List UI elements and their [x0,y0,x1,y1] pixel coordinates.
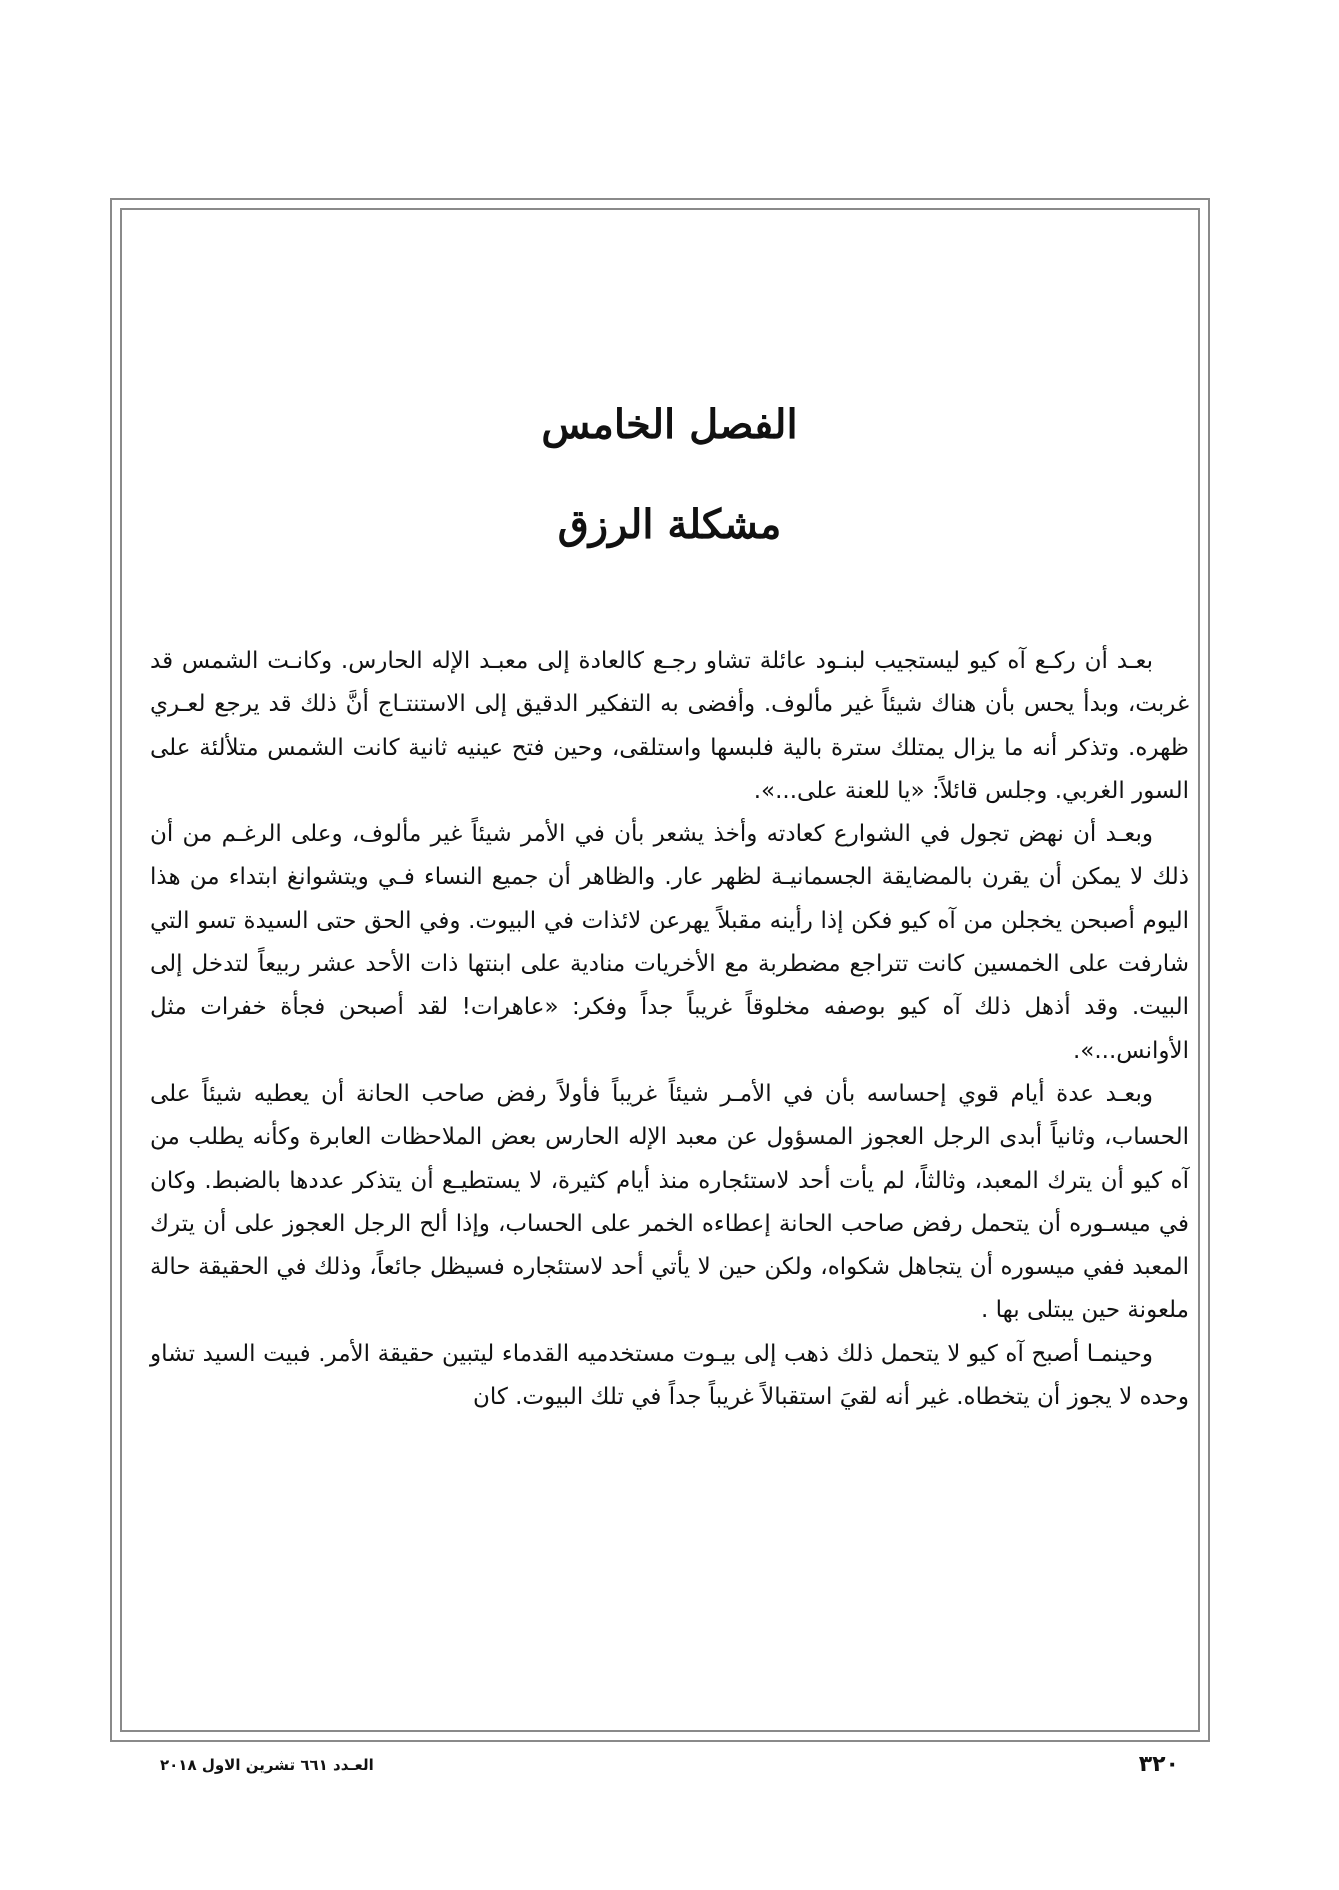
body-text [150,640,1189,1419]
chapter-title: الفصل الخامس [541,401,798,448]
page-number: ٣٢٠ [1138,1752,1179,1777]
page-footer [160,1752,1179,1782]
chapter-heading [0,395,1339,555]
paragraph: وحينمـا أصبح آه كيو لا يتحمل ذلك ذهب إلى بيـوت مستخدميه القدماء ليتبين حقيقة الأمر. فبيت السيد تشاو وحده لا يجوز أن يتخطاه. غير أنه لقيَ استقبالاً غريباً جداً في تلك البيوت. كان [150,1340,1189,1411]
paragraph: بعـد أن ركـع آه كيو ليستجيب لبنـود عائلة تشاو رجـع كالعادة إلى معبـد الإله الحارس. وكانـت الشمس قد غربت، وبدأ يحس بأن هناك شيئاً غير مألوف. وأفضى به التفكير الدقيق إلى الاستنتـاج أنَّ ذلك قد يرجع لعـري ظهره. وتذكر أنه ما يزال يمتلك سترة بالية فلبسها واستلقى، وحين فتح عينيه ثانية كانت الشمس متلألئة على السور الغربي. وجلس قائلاً: «يا للعنة على...». [150,648,1189,804]
paragraph: وبعـد أن نهض تجول في الشوارع كعادته وأخذ يشعر بأن في الأمر شيئاً غير مألوف، وعلى الرغـم من أن ذلك لا يمكن أن يقرن بالمضايقة الجسمانيـة لظهر عار. والظاهر أن جميع النساء فـي ويتشوانغ ابتداء من هذا اليوم أصبحن يخجلن من آه كيو فكن إذا رأينه مقبلاً يهرعن لائذات في البيوت. وفي الحق حتى السيدة تسو التي شارفت على الخمسين كانت تتراجع مضطربة مع الأخريات منادية على ابنتها ذات الأحد عشر ربيعاً لتدخل إلى البيت. وقد أذهل ذلك آه كيو بوصفه مخلوقاً غريباً جداً وفكر: «عاهرات! لقد أصبحن فجأة خفرات مثل الأوانس...». [150,821,1189,1064]
chapter-subtitle: مشكلة الرزق [557,501,782,548]
paragraph: وبعـد عدة أيام قوي إحساسه بأن في الأمـر شيئاً غريباً فأولاً رفض صاحب الحانة أن يعطيه شيئاً على الحساب، وثانياً أبدى الرجل العجوز المسؤول عن معبد الإله الحارس بعض الملاحظات العابرة وكأنه يطلب من آه كيو أن يترك المعبد، وثالثاً، لم يأت أحد لاستئجاره منذ أيام كثيرة، لا يستطيـع أن يتذكر عددها بالضبط. وكان في ميسـوره أن يتحمل رفض صاحب الحانة إعطاءه الخمر على الحساب، وإذا ألح الرجل العجوز على أن يترك المعبد ففي ميسوره أن يتجاهل شكواه، ولكن حين لا يأتي أحد لاستئجاره فسيظل جائعاً، وذلك في الحقيقة حالة ملعونة حين يبتلى بها . [150,1080,1189,1324]
issue-info: العـدد ٦٦١ تشرين الاول ٢٠١٨ [160,1756,374,1774]
